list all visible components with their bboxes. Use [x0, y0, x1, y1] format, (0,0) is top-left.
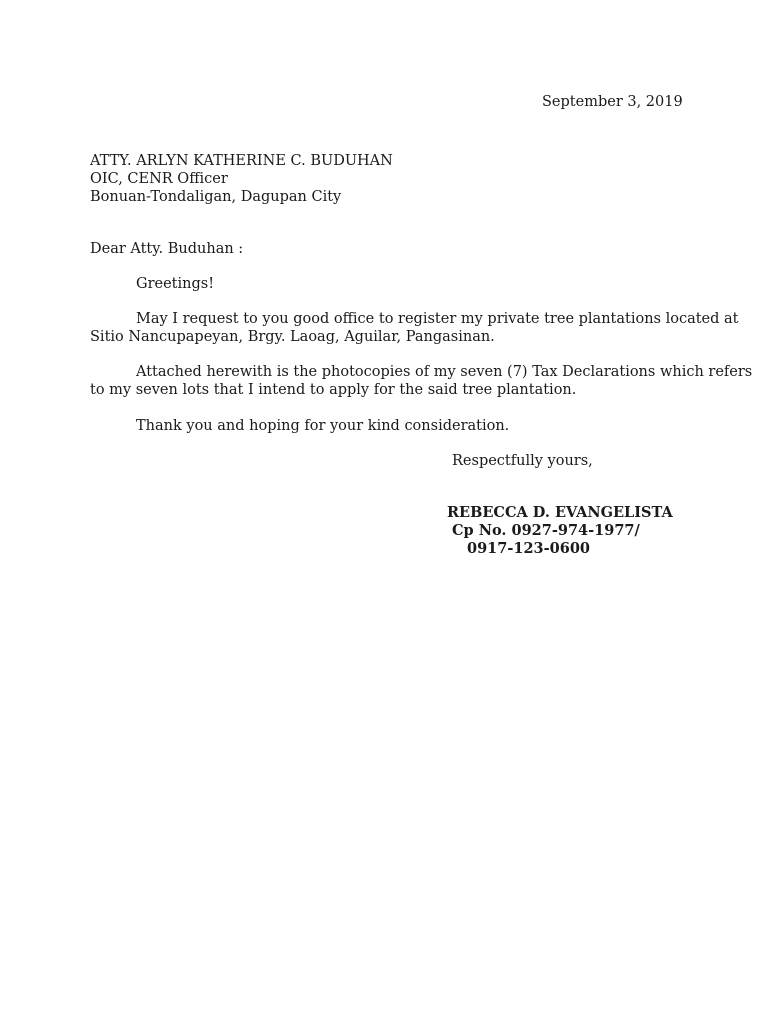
recipient-block — [90, 152, 393, 206]
recipient-address: Bonuan-Tondaligan, Dagupan City — [90, 189, 342, 205]
paragraph-1-line-1: May I request to you good office to register my private tree plantations located at — [136, 311, 739, 327]
closing: Respectfully yours, — [452, 453, 593, 469]
recipient-position: OIC, CENR Officer — [90, 171, 228, 187]
recipient-name: ATTY. ARLYN KATHERINE C. BUDUHAN — [90, 153, 393, 169]
paragraph-1-line-2: Sitio Nancupapeyan, Brgy. Laoag, Aguilar, Pangasinan. — [90, 329, 495, 345]
signature-phone-line-2: 0917-123-0600 — [467, 540, 591, 557]
signature-name: REBECCA D. EVANGELISTA — [447, 504, 673, 521]
salutation: Dear Atty. Buduhan : — [90, 241, 244, 257]
signature-phone-line-1: Cp No. 0927-974-1977/ — [452, 522, 640, 539]
paragraph-2-line-2: to my seven lots that I intend to apply for the said tree plantation. — [90, 382, 577, 398]
paragraph-3: Thank you and hoping for your kind consideration. — [136, 418, 510, 434]
letter-date: September 3, 2019 — [542, 94, 683, 110]
greeting: Greetings! — [136, 276, 215, 292]
paragraph-2-line-1: Attached herewith is the photocopies of my seven (7) Tax Declarations which refers — [136, 364, 753, 380]
